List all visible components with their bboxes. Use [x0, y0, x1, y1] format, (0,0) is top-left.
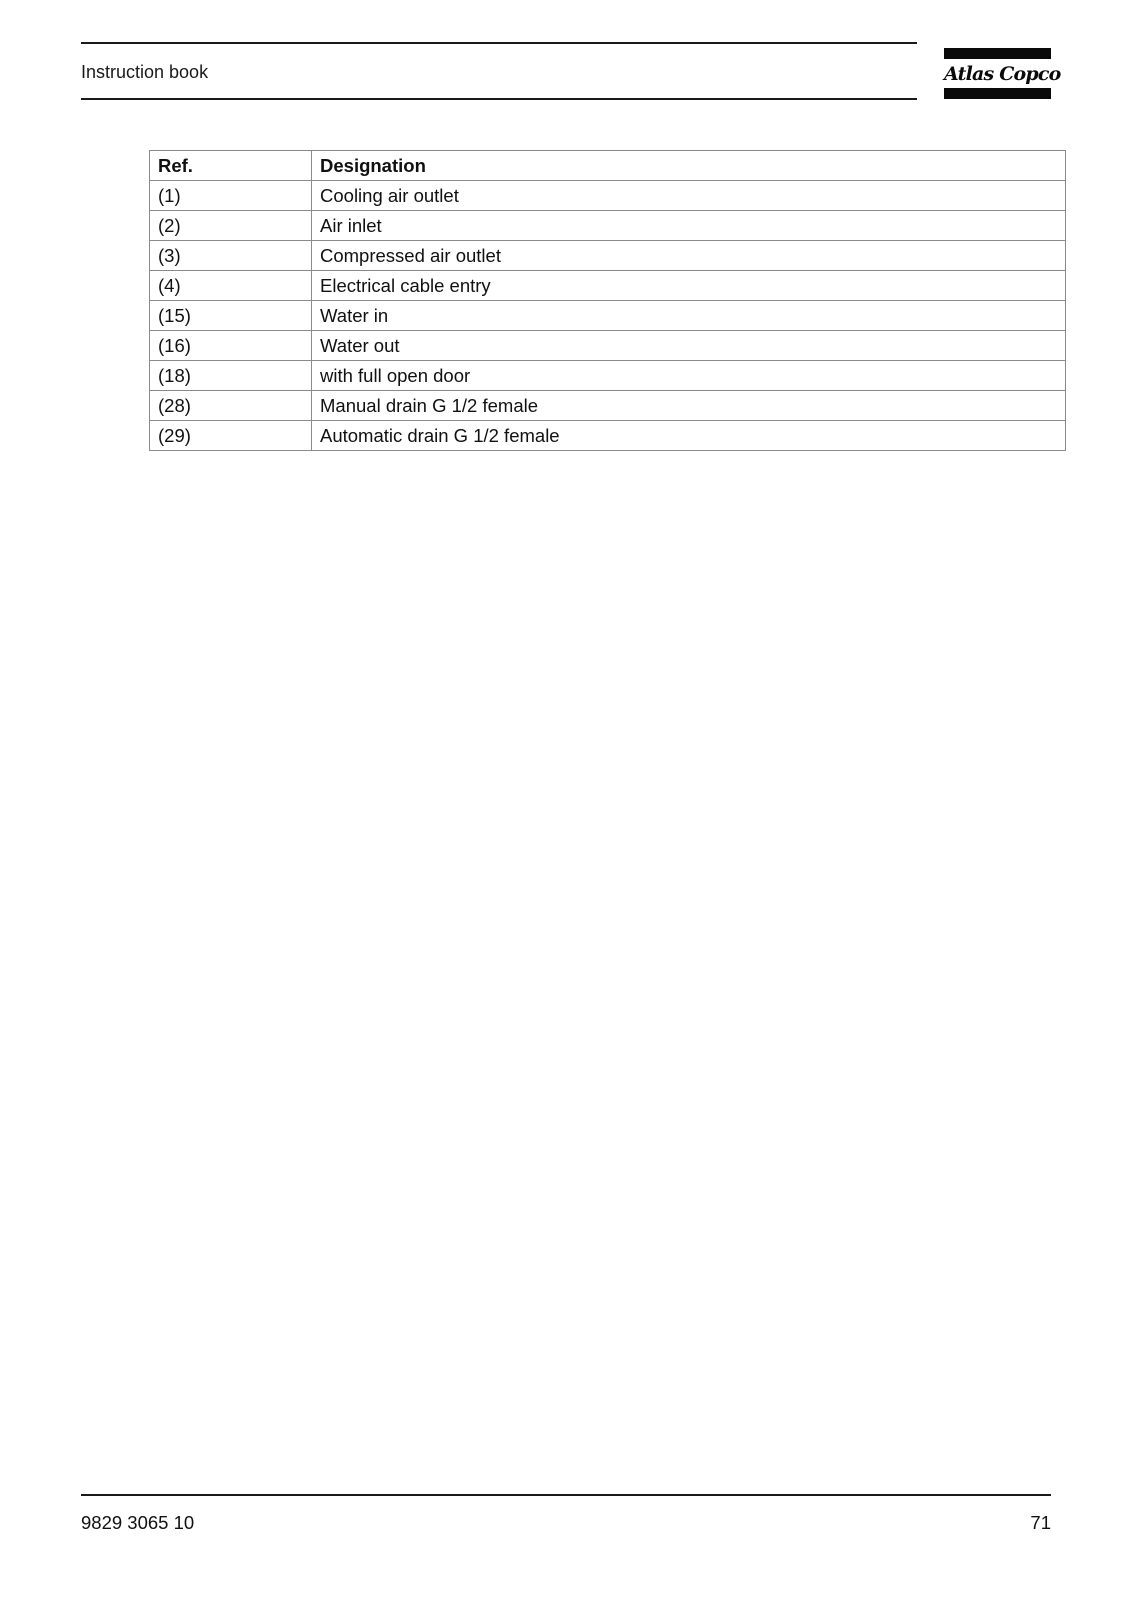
table-row: [150, 211, 1066, 241]
table-row: [150, 301, 1066, 331]
logo-wordmark: Atlas Copco: [944, 63, 1061, 85]
header-title: Instruction book: [81, 62, 209, 82]
logo-bar-top: [944, 48, 1051, 59]
designation-cell: Air inlet: [312, 211, 1066, 241]
document-number: 9829 3065 10: [81, 1512, 195, 1533]
ref-cell: (16): [150, 331, 312, 361]
ref-cell: (18): [150, 361, 312, 391]
logo-bar-bottom: [944, 88, 1051, 99]
table-row: [150, 361, 1066, 391]
ref-cell: (15): [150, 301, 312, 331]
designation-cell: Water out: [312, 331, 1066, 361]
page-number: 71: [1030, 1512, 1051, 1533]
designation-cell: Automatic drain G 1/2 female: [312, 421, 1066, 451]
ref-cell: (29): [150, 421, 312, 451]
table-row: [150, 391, 1066, 421]
atlas-copco-logo: [944, 48, 1061, 99]
column-header-designation: Designation: [312, 151, 1066, 181]
table-row: [150, 331, 1066, 361]
designation-cell: Manual drain G 1/2 female: [312, 391, 1066, 421]
designation-cell: with full open door: [312, 361, 1066, 391]
ref-cell: (28): [150, 391, 312, 421]
ref-cell: (1): [150, 181, 312, 211]
table-row: [150, 271, 1066, 301]
ref-cell: (4): [150, 271, 312, 301]
designation-cell: Cooling air outlet: [312, 181, 1066, 211]
table-row: [150, 241, 1066, 271]
header-rule-top: [81, 42, 917, 44]
column-header-ref: Ref.: [150, 151, 312, 181]
header-rule-bottom: [81, 98, 917, 100]
designation-cell: Water in: [312, 301, 1066, 331]
table-row: [150, 181, 1066, 211]
ref-cell: (3): [150, 241, 312, 271]
footer-rule: [81, 1494, 1051, 1496]
designation-cell: Compressed air outlet: [312, 241, 1066, 271]
table-row: [150, 421, 1066, 451]
table-header-row: [150, 151, 1066, 181]
ref-cell: (2): [150, 211, 312, 241]
designation-cell: Electrical cable entry: [312, 271, 1066, 301]
designation-table: [149, 150, 1066, 451]
